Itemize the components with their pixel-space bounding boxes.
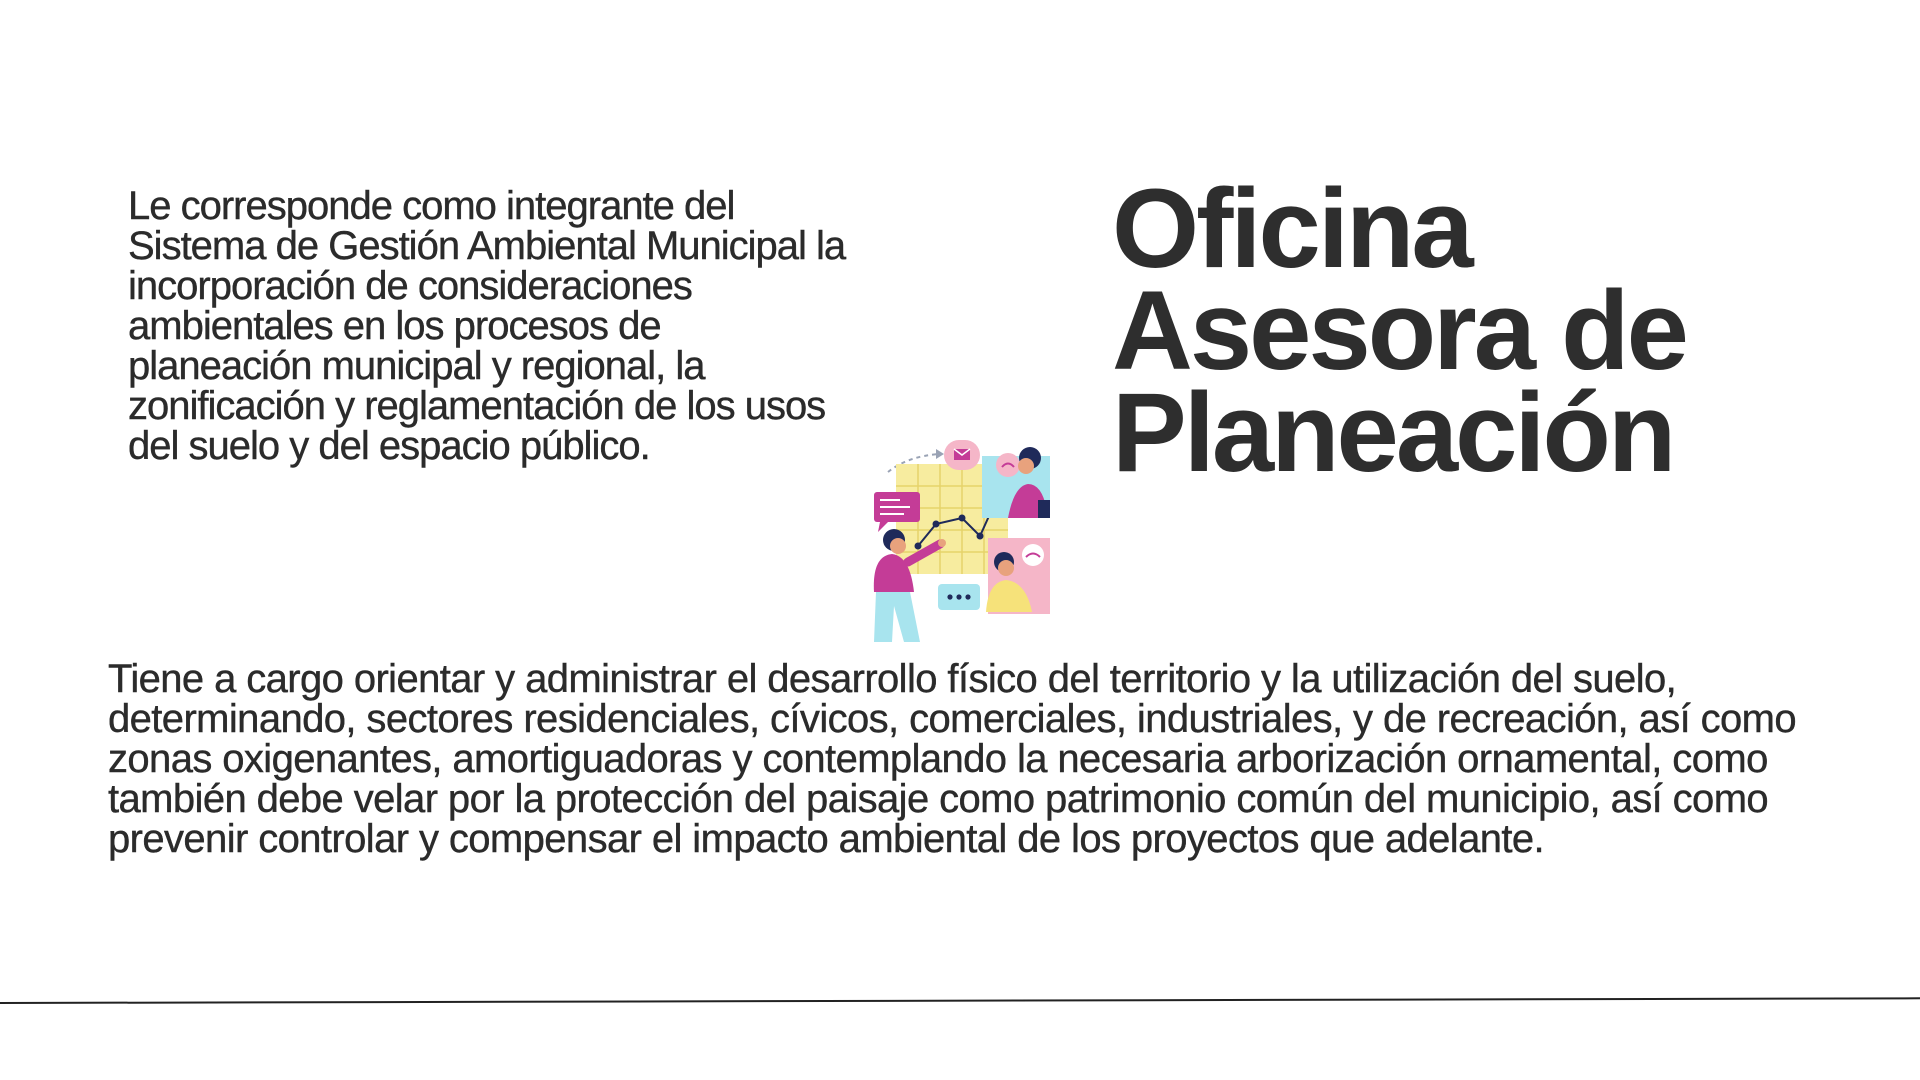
intro-paragraph: Le corresponde como integrante del Sistema de Gestión Ambiental Municipal la incorporación de consideraciones ambientales en los procesos de planeación municipal y regional, la zonificación y reglamentación de los usos del suelo y del espacio público.: [128, 184, 846, 468]
page-title-line-2: Asesora de: [1112, 268, 1686, 393]
bottom-divider: [0, 997, 1920, 1004]
page-title: [1112, 166, 1872, 495]
page-title-line-1: Oficina: [1112, 166, 1471, 291]
team-planning-illustration-icon: [848, 436, 1072, 642]
page-title-line-3: Planeación: [1112, 370, 1674, 495]
body-paragraph: Tiene a cargo orientar y administrar el desarrollo físico del territorio y la utilización del suelo, determinando, sectores residenciales, cívicos, comerciales, industriales, y de recreación, así como zonas oxigenantes, amortiguadoras y contemplando la necesaria arborización ornamental, como también debe velar por la protección del paisaje como patrimonio común del municipio, así como prevenir controlar y compensar el impacto ambiental de los proyectos que adelante.: [108, 657, 1797, 861]
